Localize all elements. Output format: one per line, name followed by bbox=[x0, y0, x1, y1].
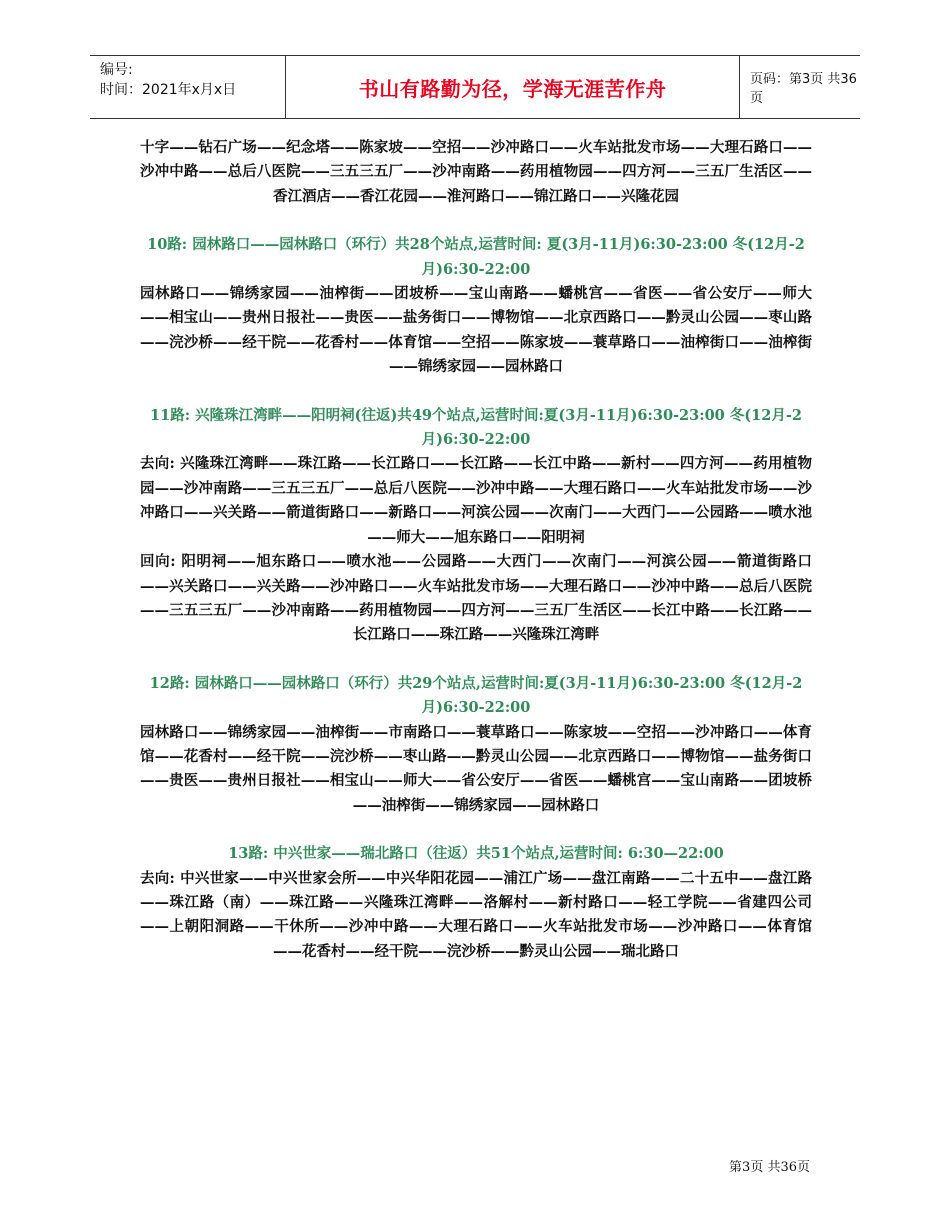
route-stops: 十字——钻石广场——纪念塔——陈家坡——空招——沙冲路口——火车站批发市场——大理石路口——沙冲中路——总后八医院——三五三五厂——沙冲南路——药用植物园——四方河——三五厂生活区——香江酒店——香江花园——淮河路口——锦江路口——兴隆花园 bbox=[140, 139, 812, 205]
header-motto: 书山有路勤为径，学海无涯苦作舟 bbox=[285, 56, 740, 118]
date-label: 时间：2021年x月x日 bbox=[100, 82, 237, 98]
route-stops: 园林路口——锦绣家园——油榨街——市南路口——蓑草路口——陈家坡——空招——沙冲路口——体育馆——花香村——经干院——浣沙桥——枣山路——黔灵山公园——北京西路口——博物馆——盐务街口——贵医——贵州日报社——相宝山——师大——省公安厅——省医——蟠桃宫——宝山南路——团坡桥——油榨街——锦绣家园——园林路口 bbox=[140, 723, 812, 814]
route-stops-outbound: 去向: 中兴世家——中兴世家会所——中兴华阳花园——浦江广场——盘江南路——二十五中——盘江路——珠江路（南）——珠江路——兴隆珠江湾畔——洛解村——新村路口——轻工学院——省建四公司——上朝阳洞路——干休所——沙冲中路——大理石路口——火车站批发市场——沙冲路口——体育馆——花香村——经干院——浣沙桥——黔灵山公园——瑞北路口 bbox=[140, 869, 812, 960]
route-stops-outbound: 去向: 兴隆珠江湾畔——珠江路——长江路口——长江路——长江中路——新村——四方河——药用植物园——沙冲南路——三五三五厂——总后八医院——沙冲中路——大理石路口——火车站批发市场——沙冲路口——兴关路——箭道街路口——新路口——河滨公园——次南门——大西门——公园路——喷水池——师大——旭东路口——阳明祠 bbox=[140, 455, 812, 546]
header-meta bbox=[90, 56, 285, 118]
number-label: 编号: bbox=[100, 62, 133, 78]
route-title: 11路: 兴隆珠江湾畔——阳明祠(往返)共49个站点,运营时间:夏(3月-11月)6:30-23:00 冬(12月-2月)6:30-22:00 bbox=[150, 406, 802, 449]
route-title: 10路: 园林路口——园林路口（环行）共28个站点,运营时间: 夏(3月-11月)6:30-23:00 冬(12月-2月)6:30-22:00 bbox=[147, 236, 805, 278]
page-header bbox=[90, 55, 860, 119]
route-title: 12路: 园林路口——园林路口（环行）共29个站点,运营时间:夏(3月-11月)6:30-23:00 冬(12月-2月)6:30-22:00 bbox=[149, 674, 803, 717]
page-footer: 第3页 共36页 bbox=[729, 1160, 810, 1175]
route-stops: 园林路口——锦绣家园——油榨街——团坡桥——宝山南路——蟠桃宫——省医——省公安厅——师大——相宝山——贵州日报社——贵医——盐务街口——博物馆——北京西路口——黔灵山公园——枣山路——浣沙桥——经干院——花香村——体育馆——空招——陈家坡——蓑草路口——油榨街口——油榨街——锦绣家园——园林路口 bbox=[140, 285, 812, 376]
route-content bbox=[140, 136, 812, 964]
header-page-number: 页码：第3页 共36页 bbox=[750, 72, 857, 106]
route-stops-return: 回向: 阳明祠——旭东路口——喷水池——公园路——大西门——次南门——河滨公园——箭道街路口——兴关路口——兴关路——沙冲路口——火车站批发市场——大理石路口——沙冲中路——总后八医院——三五三五厂——沙冲南路——药用植物园——四方河——三五厂生活区——长江中路——长江路——长江路口——珠江路——兴隆珠江湾畔 bbox=[140, 553, 812, 644]
route-title: 13路: 中兴世家——瑞北路口（往返）共51个站点,运营时间: 6:30—22:00 bbox=[228, 845, 724, 863]
